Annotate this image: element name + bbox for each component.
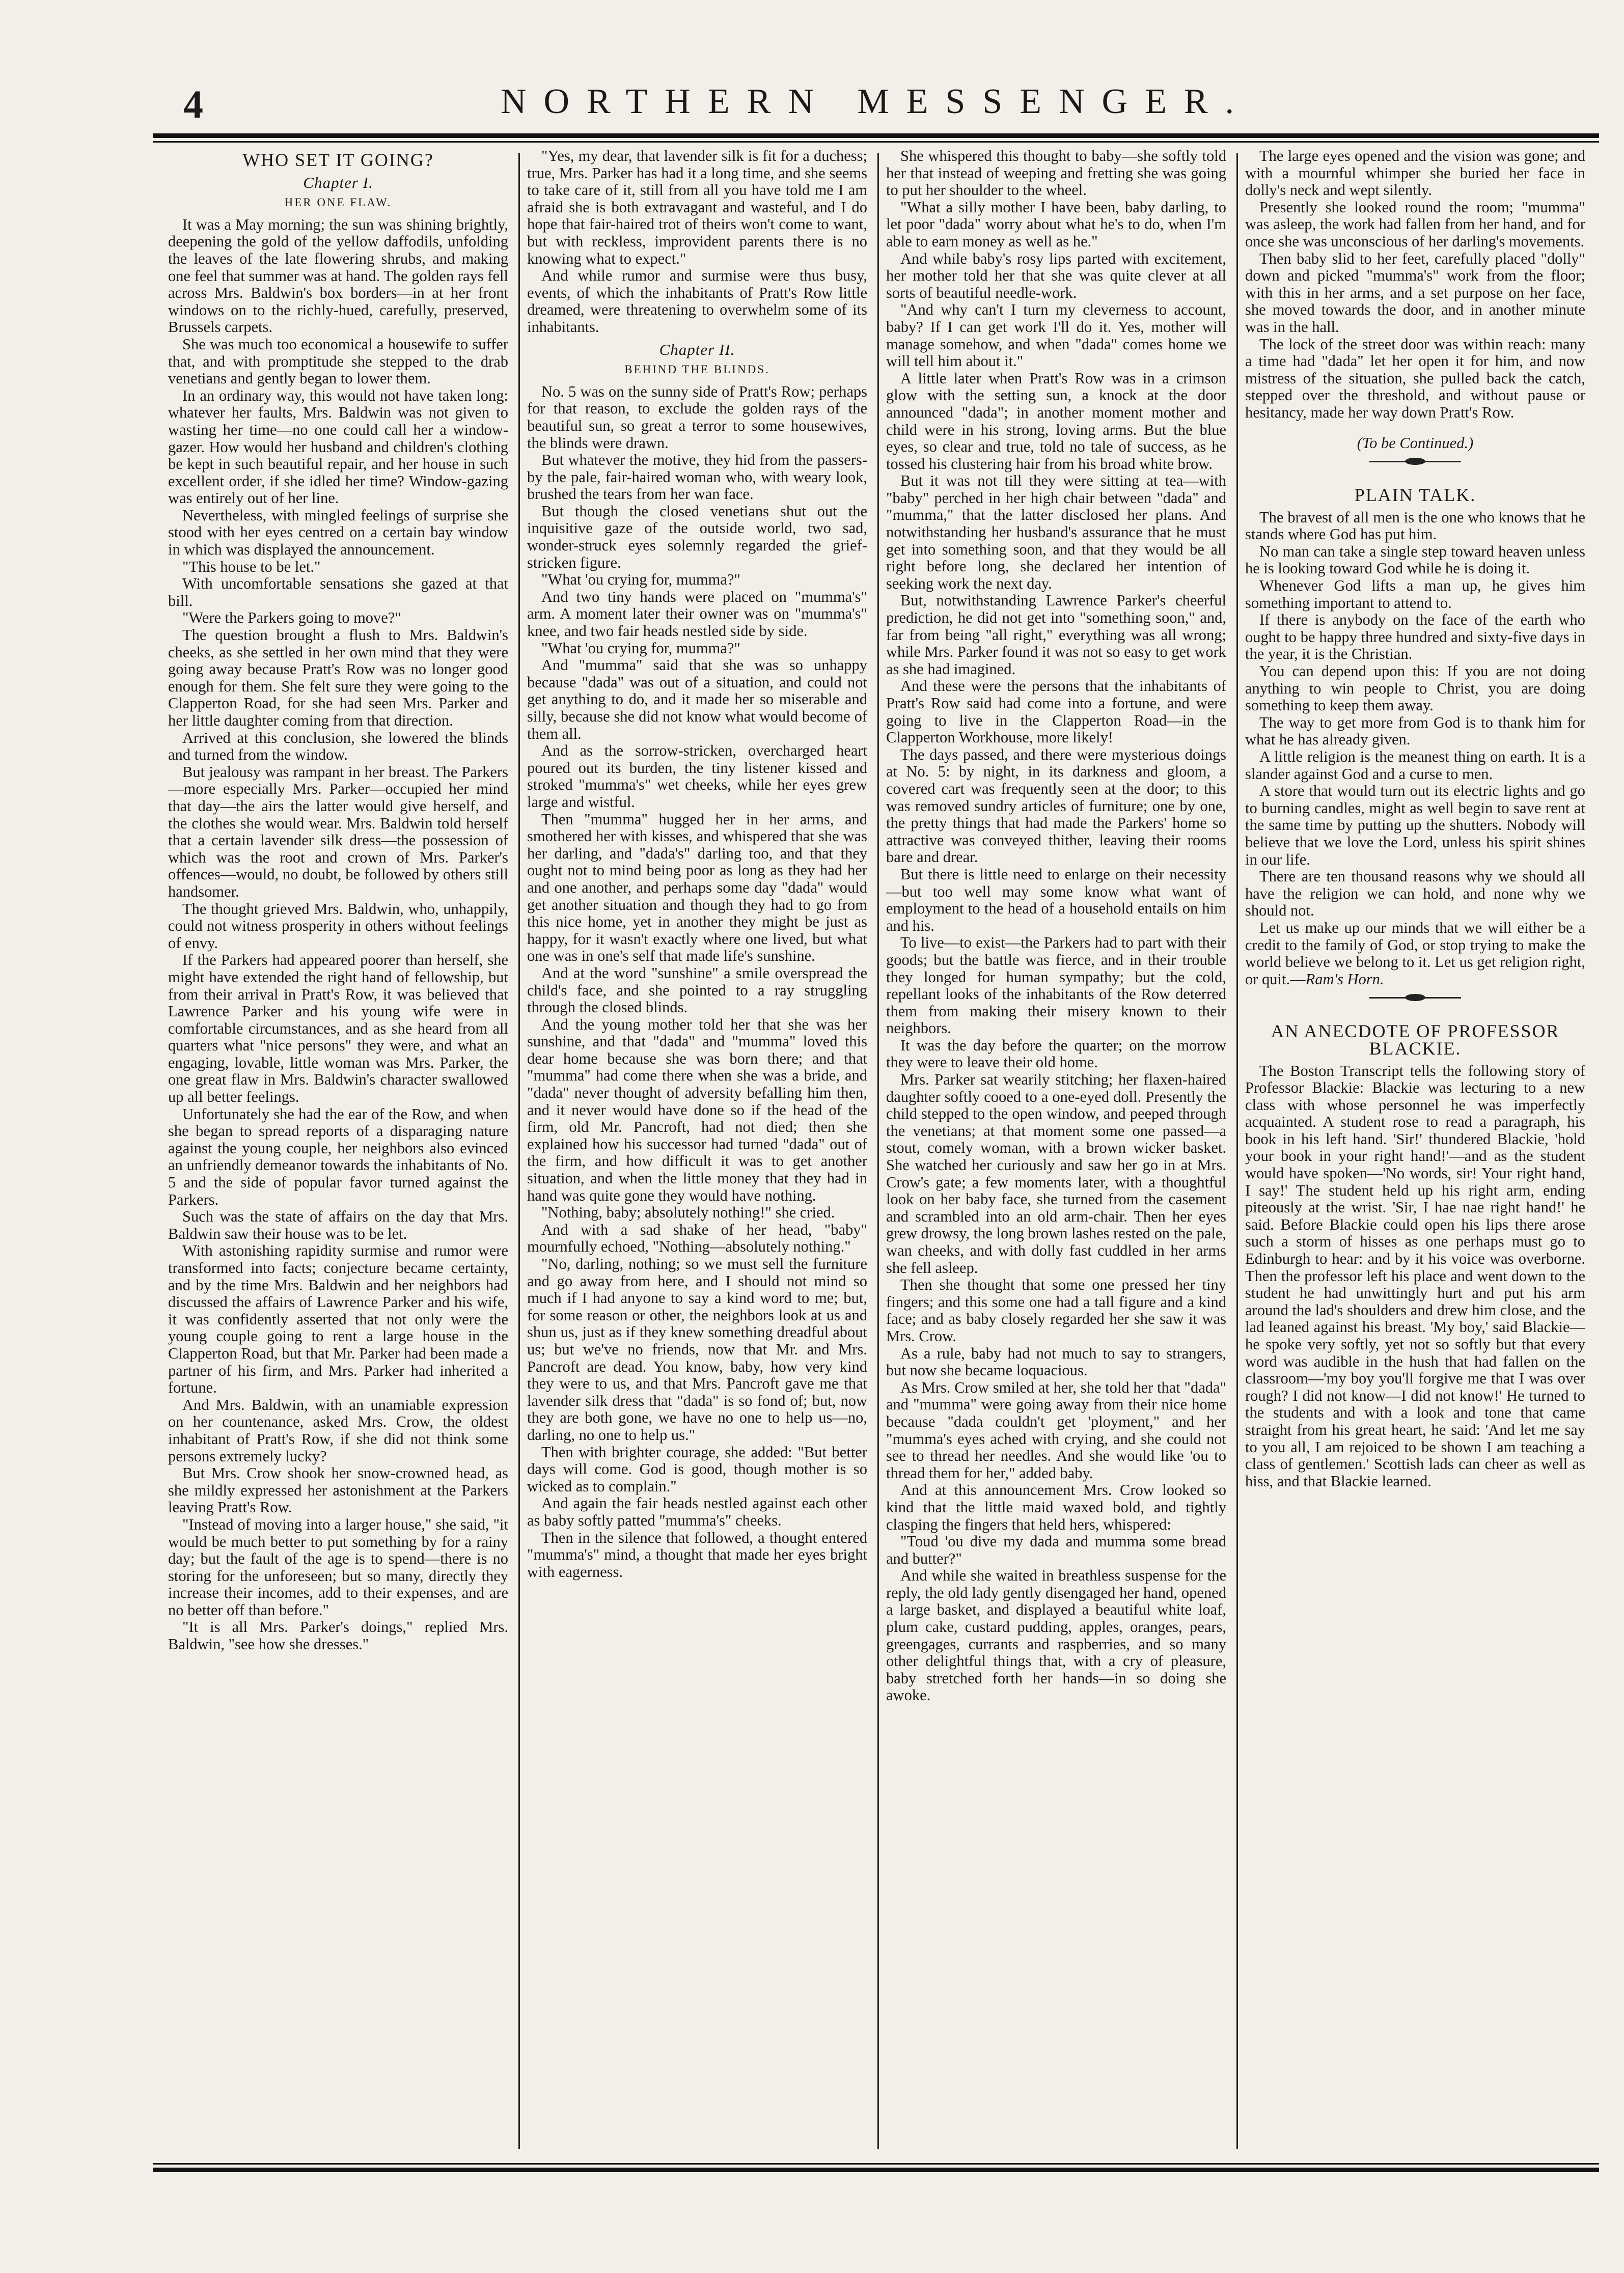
paragraph: Then baby slid to her feet, carefully placed "dolly" down and picked "mumma's" work from the floor; with this in her arms, and a set purpose on her face, she moved towards the door, and in another minute was in the hall.: [1245, 250, 1585, 336]
paragraph: "Were the Parkers going to move?": [182, 609, 401, 627]
paragraph: As Mrs. Crow smiled at her, she told her that "dada" and "mumma" were going away from their nice home because "dada couldn't get 'ployment," and her "mumma's eyes ached with crying, and she could not see to thread her needles. And she would like 'ou to thread them for her," added baby.: [886, 1378, 1226, 1482]
continued-note: (To be Continued.): [1357, 434, 1474, 452]
paragraph: If the Parkers had appeared poorer than herself, she might have extended the right hand of fellowship, but from their arrival in Pratt's Row, it was believed that Lawrence Parker and his young wife were in comfortable circumstances, and as she heard from all quarters what "nice persons" they were, and what an engaging, lovable, little woman was Mrs. Parker, the one great flaw in Mrs. Baldwin's character swallowed up all better feelings.: [168, 951, 508, 1106]
paragraph: She whispered this thought to baby—she softly told her that instead of weeping and fretting she was going to put her shoulder to the wheel.: [886, 148, 1226, 199]
paragraph: It was the day before the quarter; on the morrow they were to leave their old home.: [886, 1036, 1226, 1071]
paragraph: With uncomfortable sensations she gazed at that bill.: [168, 575, 508, 609]
paragraph: But, notwithstanding Lawrence Parker's cheerful prediction, he did not get into "something soon," and, far from being "all right," everything was all wrong; while Mrs. Parker found it was not so easy to get work as she had imagined.: [886, 592, 1226, 678]
section-divider: [1369, 461, 1461, 462]
paragraph: The way to get more from God is to thank him for what he has already given.: [1245, 713, 1585, 749]
paragraph: A little later when Pratt's Row was in a crimson glow with the setting sun, a knock at the door announced "dada"; in another moment mother and child were in his strong, loving arms. But the blue eyes, so clear and true, told no tale of success, as he tossed his clustering hair from his broad white brow.: [886, 369, 1226, 473]
column-2: [527, 148, 867, 2149]
paragraph: "No, darling, nothing; so we must sell the furniture and go away from here, and I should not mind so much if I had anyone to say a kind word to me; but, for some reason or other, the neighbors look at us and shun us, just as if they knew something dreadful about us; but we've no friends, now that Mr. and Mrs. Pancroft are dead. You know, baby, how very kind they were to us, and that Mrs. Pancroft gave me that lavender silk dress that "dada" is so fond of; but, now they are both gone, we have no one to help us—no, darling, no one to help us.": [527, 1255, 867, 1444]
paragraph: And Mrs. Baldwin, with an unamiable expression on her countenance, asked Mrs. Crow, the oldest inhabitant of Pratt's Row, if she did not think some persons extremely lucky?: [168, 1396, 508, 1465]
paragraph: The large eyes opened and the vision was gone; and with a mournful whimper she buried her face in dolly's neck and wept silently.: [1245, 148, 1585, 199]
paragraph: Presently she looked round the room; "mumma" was asleep, the work had fallen from her hand, and for once she was unconscious of her darling's movements.: [1245, 198, 1585, 250]
column-1: [168, 148, 508, 2149]
paragraph: But it was not till they were sitting at tea—with "baby" perched in her high chair between "dada" and "mumma," that the latter disclosed her plans. And notwithstanding her husband's assurance that he must get into something soon, and that they would be all right before long, she declared her intention of seeking work the next day.: [886, 472, 1226, 592]
paragraph: She was much too economical a housewife to suffer that, and with promptitude she stepped to the drab venetians and gently began to lower them.: [168, 335, 508, 387]
paragraph: "What 'ou crying for, mumma?": [541, 639, 740, 657]
plain-talk-title: PLAIN TALK.: [1354, 485, 1476, 506]
paragraph: "Toud 'ou dive my dada and mumma some bread and butter?": [886, 1533, 1226, 1567]
paragraph: "What 'ou crying for, mumma?": [541, 571, 740, 589]
paragraph: Mrs. Parker sat wearily stitching; her flaxen-haired daughter softly cooed to a one-eyed doll. Presently the child stepped to the open window, and peeped through the venetians; at that moment some one passed—a stout, comely woman, with a brown wicker basket. She watched her curiously and saw her go in at Mrs. Crow's gate; a few moments later, with a thoughtful look on her baby face, she turned from the casement and scrambled into an old arm-chair. Then her eyes grew drowsy, the long brown lashes rested on the pale, wan cheeks, and with dolly fast cuddled in her arms she fell asleep.: [886, 1071, 1226, 1277]
column-4: [1245, 148, 1585, 2149]
paragraph-text: Let us make up our minds that we will either be a credit to the family of God, or stop trying to make the world believe we belong to it. Let us get religion right, or quit.—: [1245, 919, 1585, 988]
column-rule: [518, 153, 520, 2149]
paragraph: And two tiny hands were placed on "mumma's" arm. A moment later their owner was on "mumma's" knee, and two fair heads nestled side by side.: [527, 588, 867, 640]
paragraph: But whatever the motive, they hid from the passers-by the pale, fair-haired woman who, with weary look, brushed the tears from her wan face.: [527, 451, 867, 503]
paragraph: A little religion is the meanest thing on earth. It is a slander against God and a curse to men.: [1245, 748, 1585, 783]
paragraph: "And why can't I turn my cleverness to account, baby? If I can get work I'll do it. Yes, mother will manage somehow, and when "dada" comes home we will tell him about it.": [886, 301, 1226, 370]
paragraph: Such was the state of affairs on the day that Mrs. Baldwin saw their house was to be let.: [168, 1208, 508, 1242]
paragraph: Arrived at this conclusion, she lowered the blinds and turned from the window.: [168, 729, 508, 764]
paragraph: In an ordinary way, this would not have taken long: whatever her faults, Mrs. Baldwin was not given to wasting her time—no one could call her a window-gazer. How would her husband and children's clothing be kept in such beautiful repair, and her house in such excellent order, if she idled her time? Window-gazing was entirely out of her line.: [168, 386, 508, 507]
paragraph: A store that would turn out its electric lights and go to burning candles, might as well begin to save rent at the same time by putting up the shutters. Nobody will believe that we love the Lord, unless his spirit shines in our life.: [1245, 782, 1585, 868]
paragraph: "Yes, my dear, that lavender silk is fit for a duchess; true, Mrs. Parker has had it a long time, and she seems to take care of it, still from all you have told me I am afraid she is both extravagant and wasteful, and I do hope that fair-haired trot of theirs won't come to want, but with reckless, improvident parents there is no knowing what to expect.": [527, 148, 867, 267]
paragraph: And with a sad shake of her head, "baby" mournfully echoed, "Nothing—absolutely nothing.": [527, 1221, 867, 1256]
paragraph: Then in the silence that followed, a thought entered "mumma's" mind, a thought that made her eyes bright with eagerness.: [527, 1529, 867, 1581]
paragraph: And again the fair heads nestled against each other as baby softly patted "mumma's" cheeks.: [527, 1494, 867, 1529]
paragraph: No. 5 was on the sunny side of Pratt's Row; perhaps for that reason, to exclude the golden rays of the beautiful sun, so great a terror to some housewives, the blinds were drawn.: [527, 382, 867, 452]
paragraph: "What a silly mother I have been, baby darling, to let poor "dada" worry about what he's to do, when I'm able to earn money as well as he.": [886, 198, 1226, 250]
paragraph: The Boston Transcript tells the following story of Professor Blackie: Blackie was lecturing to a new class with whose personnel he was imperfectly acquainted. A student rose to read a paragraph, his book in his left hand. 'Sir!' thundered Blackie, 'hold your book in your right hand!'—and as the student would have spoken—'No words, sir! Your right hand, I say!' The student held up his right arm, ending piteously at the wrist. 'Sir, I hae nae right hand!' he said. Before Blackie could open his lips there arose such a storm of hisses as one perhaps must go to Edinburgh to hear: and by it his voice was overborne. Then the professor left his place and went down to the student he had unwittingly hurt and put his arm around the lad's shoulders and drew him close, and the lad leaned against his breast. 'My boy,' said Blackie—he spoke very softly, yet not so softly but that every word was audible in the hush that had fallen on the classroom—'my boy you'll forgive me that I was over rough? I did not know—I did not know!' He turned to the students and with a look and tone that came straight from his great heart, he said: 'And let me say to you all, I am rejoiced to be shown I am teaching a class of gentlemen.' Scottish lads can cheer as well as hiss, and that Blackie learned.: [1245, 1062, 1585, 1490]
paragraph: "It is all Mrs. Parker's doings," replied Mrs. Baldwin, "see how she dresses.": [168, 1618, 508, 1653]
paragraph: And at the word "sunshine" a smile overspread the child's face, and she pointed to a ray struggling through the closed blinds.: [527, 964, 867, 1016]
section-divider: [1369, 997, 1461, 999]
paragraph: But there is little need to enlarge on their necessity—but too well may some know what want of employment to the head of a household entails on him and his.: [886, 865, 1226, 934]
paragraph: But Mrs. Crow shook her snow-crowned head, as she mildly expressed her astonishment at the Parkers leaving Pratt's Row.: [168, 1464, 508, 1516]
chapter-subtitle: HER ONE FLAW.: [284, 196, 392, 209]
paragraph: And the young mother told her that she was her sunshine, and that "dada" and "mumma" loved this dear home because she was born there; and that "mumma" had come there when she was a bride, and "dada" never thought of adversity befalling him then, and it never would have done so if the head of the firm, old Mr. Pancroft, had not died; then she explained how his successor had turned "dada" out of the firm, and how difficult it was to get another situation, and when the little money that they had in hand was quite gone they would have nothing.: [527, 1015, 867, 1204]
paragraph: And while rumor and surmise were thus busy, events, of which the inhabitants of Pratt's Row little dreamed, were threatening to overwhelm some of its inhabitants.: [527, 267, 867, 336]
chapter-label: Chapter II.: [659, 340, 735, 358]
column-rule: [877, 153, 879, 2149]
paragraph: "This house to be let.": [182, 558, 321, 575]
column-3: [886, 148, 1226, 2149]
paragraph: And as the sorrow-stricken, overcharged heart poured out its burden, the tiny listener kissed and stroked "mumma's" wet cheeks, while her eyes grew large and wistful.: [527, 742, 867, 811]
paper-title: NORTHERN MESSENGER.: [500, 82, 1252, 121]
paragraph: And at this announcement Mrs. Crow looked so kind that the little maid waxed bold, and tightly clasping the fingers that held hers, whispered:: [886, 1481, 1226, 1533]
story-title: WHO SET IT GOING?: [242, 150, 434, 170]
paragraph: It was a May morning; the sun was shining brightly, deepening the gold of the yellow daffodils, unfolding the leaves of the late flowering shrubs, and making one feel that summer was at hand. The golden rays fell across Mrs. Baldwin's box borders—in at her front windows on to the richly-hued, carefully, preserved, Brussels carpets.: [168, 215, 508, 336]
bottom-rule: [153, 2163, 1599, 2172]
paragraph: With astonishing rapidity surmise and rumor were transformed into facts; conjecture became certainty, and by the time Mrs. Baldwin and her neighbors had discussed the affairs of Lawrence Parker and his wife, it was confidently asserted that not only were the young couple going to rent a large house in the Clapperton Road, but that Mr. Parker had been made a partner of his firm, and Mrs. Parker had inherited a fortune.: [168, 1242, 508, 1397]
paragraph: Then she thought that some one pressed her tiny fingers; and this some one had a tall figure and a kind face; and as baby closely regarded her she saw it was Mrs. Crow.: [886, 1276, 1226, 1345]
chapter-label: Chapter I.: [303, 173, 373, 191]
paragraph: Whenever God lifts a man up, he gives him something important to attend to.: [1245, 577, 1585, 612]
paragraph: The bravest of all men is the one who knows that he stands where God has put him.: [1245, 508, 1585, 543]
paragraph: There are ten thousand reasons why we should all have the religion we can hold, and none why we should not.: [1245, 868, 1585, 920]
paragraph: The thought grieved Mrs. Baldwin, who, unhappily, could not witness prosperity in others without feelings of envy.: [168, 900, 508, 952]
paragraph: The lock of the street door was within reach: many a time had "dada" let her open it for him, and now mistress of the situation, she pulled back the catch, stepped over the threshold, and without pause or hesitancy, made her way down Pratt's Row.: [1245, 335, 1585, 421]
paragraph: "Nothing, baby; absolutely nothing!" she cried.: [541, 1204, 835, 1222]
paragraph: You can depend upon this: If you are not doing anything to win people to Christ, you are doing something to keep them away.: [1245, 662, 1585, 714]
top-rule: [153, 133, 1599, 143]
paragraph: The days passed, and there were mysterious doings at No. 5: by night, in its darkness and gloom, a covered cart was frequently seen at the door; to this was removed sundry articles of furniture; one by one, the pretty things that had made the Parkers' home so attractive was conveyed thither, leaving their rooms bare and drear.: [886, 745, 1226, 866]
paragraph: The question brought a flush to Mrs. Baldwin's cheeks, as she settled in her own mind that they were going away because Pratt's Row was no longer good enough for them. She felt sure they were going to the Clapperton Road, for she had seen Mrs. Parker and her little daughter coming from that direction.: [168, 626, 508, 729]
paragraph: Then with brighter courage, she added: "But better days will come. God is good, though mother is so wicked as to complain.": [527, 1443, 867, 1495]
paragraph: Unfortunately she had the ear of the Row, and when she began to spread reports of a disparaging nature against the young couple, her neighbors also evinced an unfriendly demeanor towards the inhabitants of No. 5 and the side of popular favor turned against the Parkers.: [168, 1105, 508, 1208]
paragraph: And "mumma" said that she was so unhappy because "dada" was out of a situation, and could not get anything to do, and it made her so miserable and silly, because she did not know what would become of them all.: [527, 656, 867, 742]
column-rule: [1236, 153, 1238, 2149]
paragraph: Then "mumma" hugged her in her arms, and smothered her with kisses, and whispered that she was her darling, and "dada's" darling too, and that they ought not to mind being poor as long as they had her and one another, and perhaps some day "dada" would get another situation and though they had to go from this nice home, yet in another they might be just as happy, for it wasn't exactly where one lived, but what one was in one's self that made life's sunshine.: [527, 810, 867, 965]
paragraph: And while she waited in breathless suspense for the reply, the old lady gently disengaged her hand, opened a large basket, and displayed a beautiful white loaf, plum cake, custard pudding, apples, oranges, pears, greengages, currants and raspberries, and so many other delightful things that, with a cry of pleasure, baby stretched forth her hands—in so doing she awoke.: [886, 1567, 1226, 1704]
page-number: 4: [183, 82, 203, 126]
anecdote-title: AN ANECDOTE OF PROFESSOR BLACKIE.: [1271, 1021, 1560, 1059]
paragraph: If there is anybody on the face of the earth who ought to be happy three hundred and sixty-five days in the year, it is the Christian.: [1245, 611, 1585, 663]
source-credit: Ram's Horn.: [1305, 970, 1384, 988]
masthead: [153, 81, 1599, 132]
paragraph: "Instead of moving into a larger house," she said, "it would be much better to put something by for a rainy day; but the fault of the age is to spend—there is no storing for the unforeseen; but so many, directly they increase their incomes, add to their expenses, and are no better off than before.": [168, 1515, 508, 1619]
paragraph: To live—to exist—the Parkers had to part with their goods; but the battle was fierce, and in their trouble they longed for human sympathy; but the cold, repellant looks of the inhabitants of the Row deterred them from making their misery known to their neighbors.: [886, 934, 1226, 1037]
chapter-subtitle: BEHIND THE BLINDS.: [624, 363, 770, 376]
paragraph: And these were the persons that the inhabitants of Pratt's Row said had come into a fortune, and were going to live in the Clapperton Road—in the Clapperton Workhouse, more likely!: [886, 677, 1226, 746]
paragraph: But though the closed venetians shut out the inquisitive gaze of the outside world, two sad, wonder-struck eyes solemnly regarded the grief-stricken figure.: [527, 502, 867, 571]
paragraph: [1245, 920, 1585, 988]
paragraph: But jealousy was rampant in her breast. The Parkers—more especially Mrs. Parker—occupied her mind that day—the airs the latter would give herself, and the clothes she would wear. Mrs. Baldwin told herself that a certain lavender silk dress—the possession of which was the root and crown of Mrs. Parker's offences—would, no doubt, be followed by others still handsomer.: [168, 763, 508, 900]
paragraph: Nevertheless, with mingled feelings of surprise she stood with her eyes centred on a certain bay window in which was displayed the announcement.: [168, 506, 508, 559]
paragraph: No man can take a single step toward heaven unless he is looking toward God while he is doing it.: [1245, 542, 1585, 577]
paragraph: As a rule, baby had not much to say to strangers, but now she became loquacious.: [886, 1344, 1226, 1379]
paragraph: And while baby's rosy lips parted with excitement, her mother told her that she was quite clever at all sorts of beautiful needle-work.: [886, 250, 1226, 301]
